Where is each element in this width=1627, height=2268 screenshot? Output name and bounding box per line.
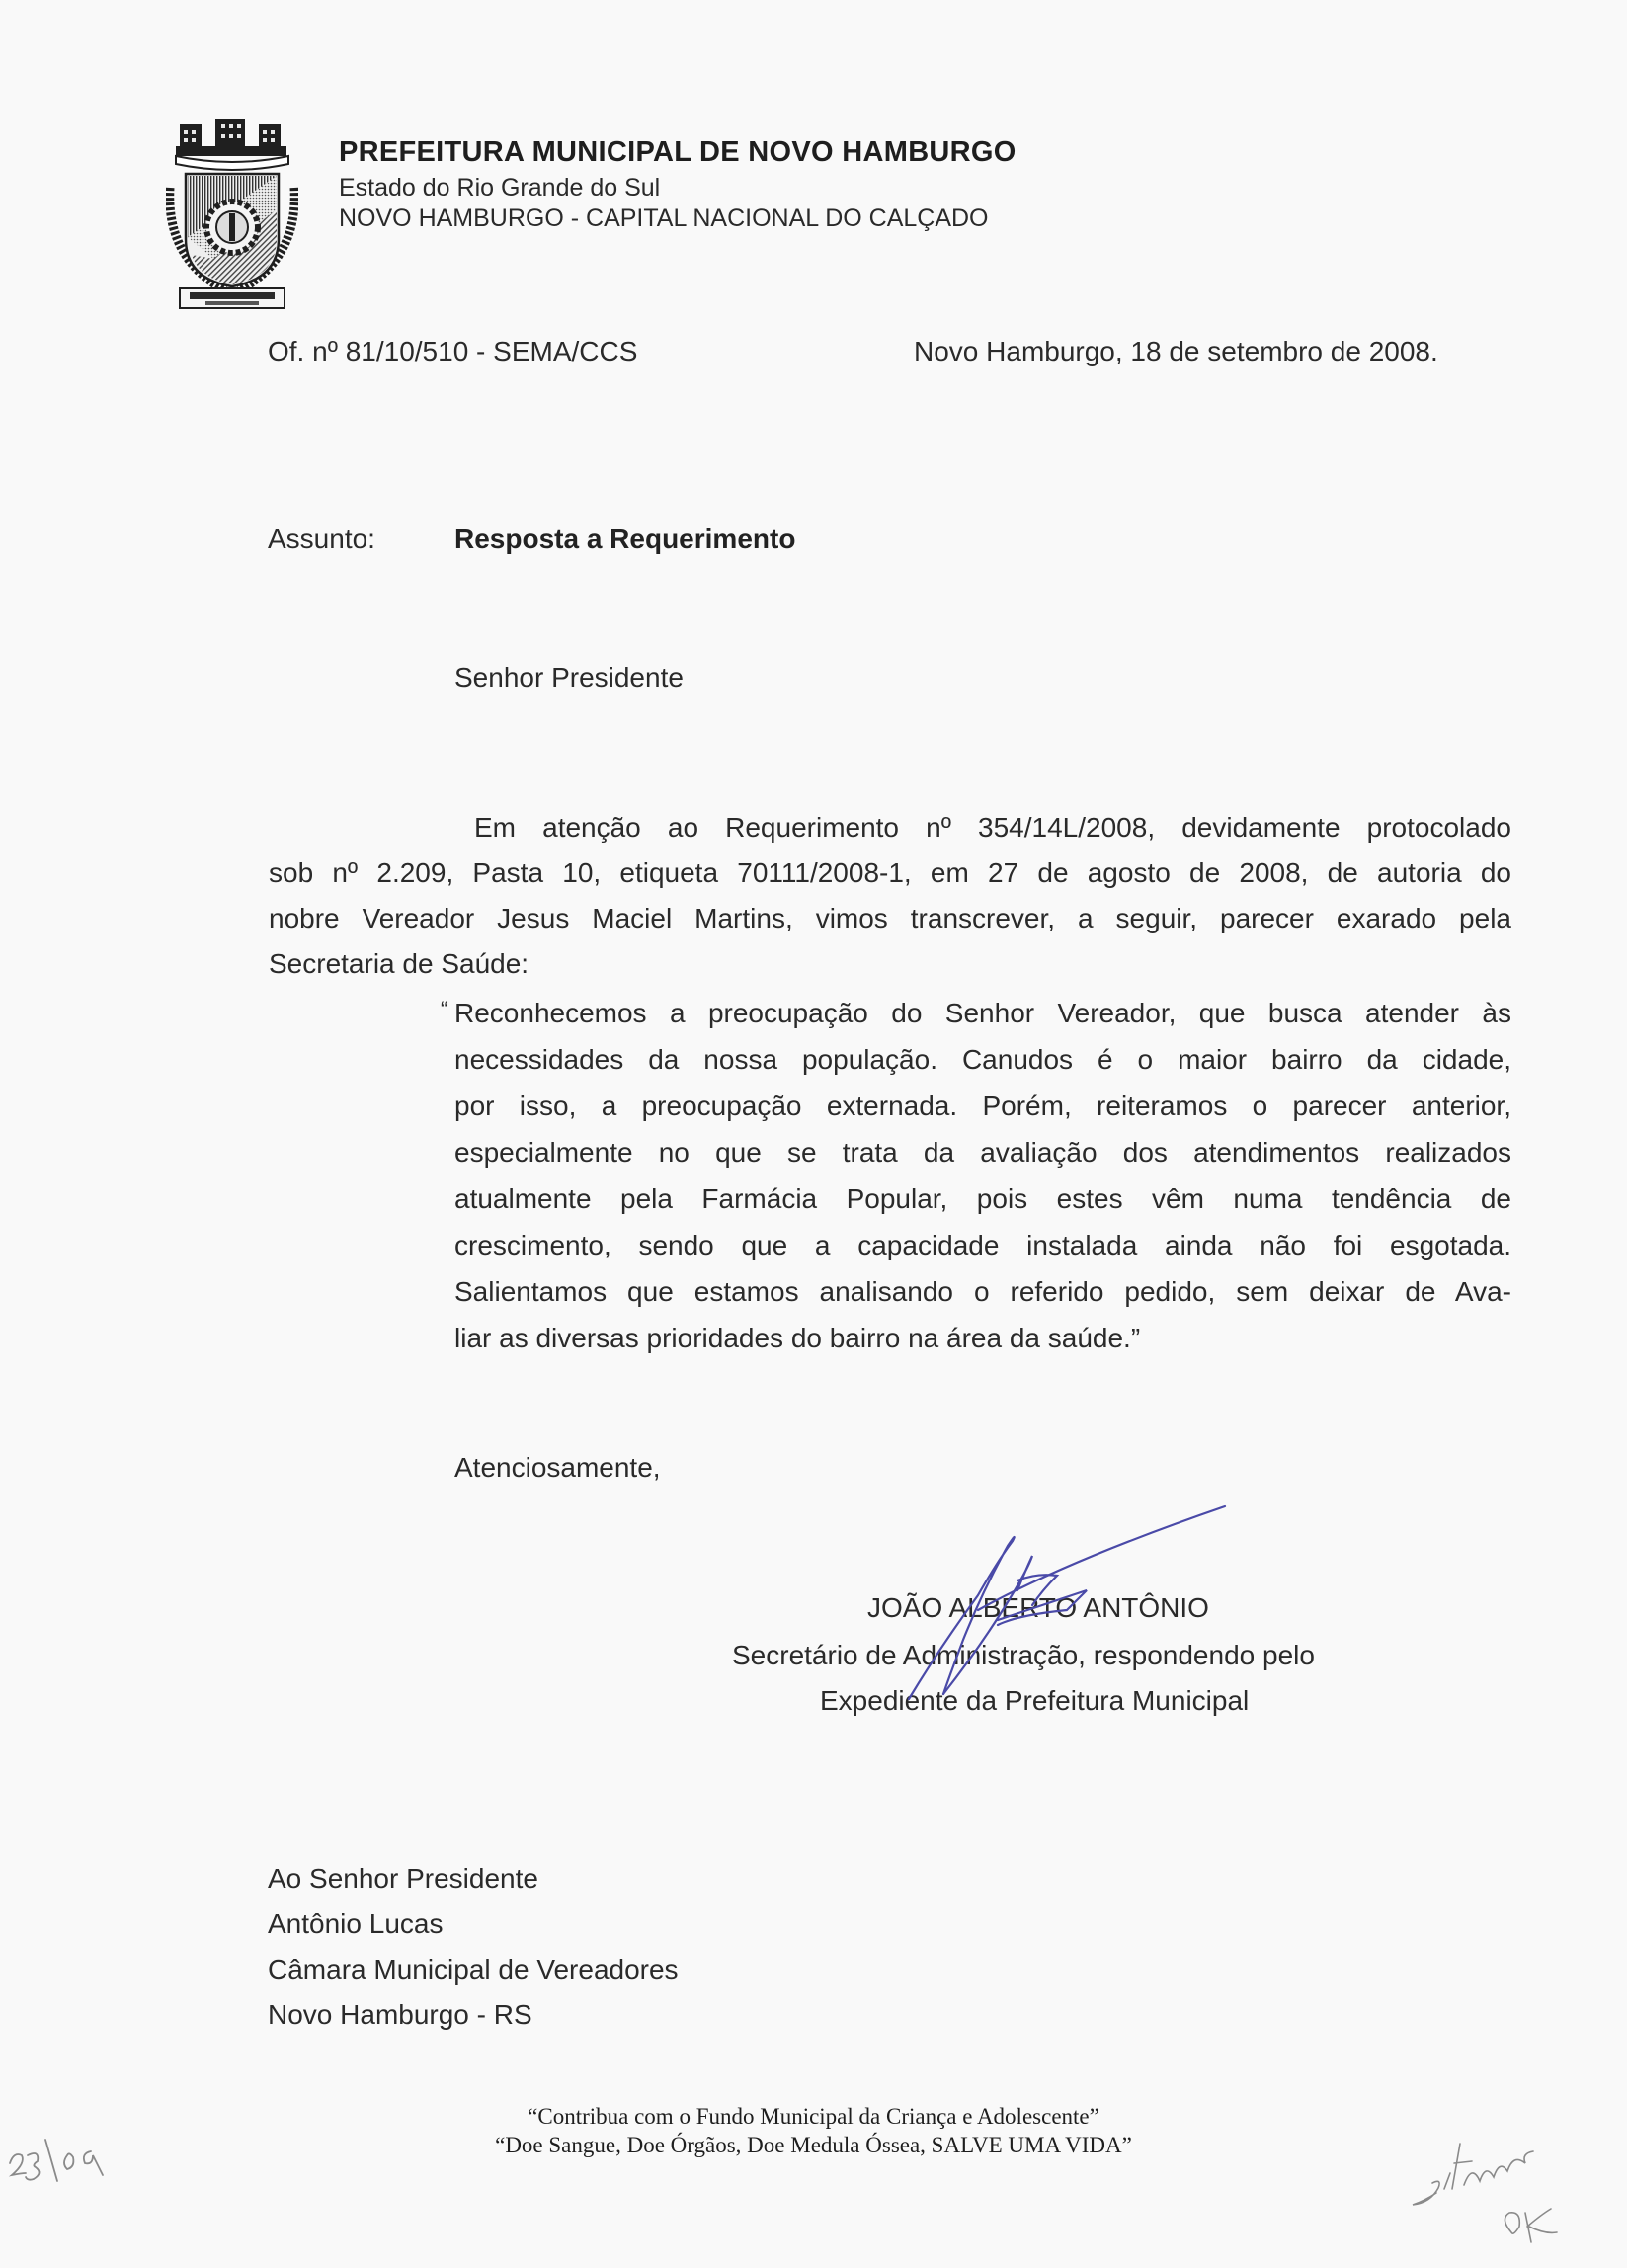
- letter-reference: Of. nº 81/10/510 - SEMA/CCS: [268, 336, 638, 366]
- body-line: nobre Vereador Jesus Maciel Martins, vimos transcrever, a seguir, parecer exarado pela: [269, 903, 1511, 933]
- header-slogan: NOVO HAMBURGO - CAPITAL NACIONAL DO CALÇADO: [339, 204, 989, 232]
- coat-of-arms-logo: [166, 111, 298, 314]
- quoted-opinion: [441, 990, 1511, 1361]
- quote-line: atualmente pela Farmácia Popular, pois estes vêm numa tendência de: [454, 1183, 1511, 1214]
- subject-value: Resposta a Requerimento: [454, 524, 796, 554]
- quote-line: por isso, a preocupação externada. Porém, reiteramos o parecer anterior,: [454, 1091, 1511, 1121]
- subject-label: Assunto:: [268, 524, 375, 554]
- salutation: Senhor Presidente: [454, 662, 684, 692]
- letter-place-date: Novo Hamburgo, 18 de setembro de 2008.: [914, 336, 1438, 366]
- recipient-line: Antônio Lucas: [268, 1908, 444, 1939]
- signatory-role-line1: Secretário de Administração, respondendo pelo: [732, 1640, 1315, 1670]
- coat-of-arms-icon: [166, 111, 298, 314]
- header-title: PREFEITURA MUNICIPAL DE NOVO HAMBURGO: [339, 136, 1017, 168]
- quote-line: Salientamos que estamos analisando o referido pedido, sem deixar de Ava-: [454, 1276, 1511, 1307]
- closing: Atenciosamente,: [454, 1452, 661, 1483]
- quote-line: liar as diversas prioridades do bairro na área da saúde.”: [454, 1323, 1141, 1353]
- recipient-line: Novo Hamburgo - RS: [268, 1999, 532, 2030]
- quote-line: Reconhecemos a preocupação do Senhor Vereador, que busca atender às: [454, 998, 1511, 1028]
- quote-line: crescimento, sendo que a capacidade instalada ainda não foi esgotada.: [454, 1230, 1511, 1260]
- body-paragraph: [269, 805, 1511, 987]
- quote-open-mark: “: [441, 997, 448, 1021]
- body-line: sob nº 2.209, Pasta 10, etiqueta 70111/2008-1, em 27 de agosto de 2008, de autoria do: [269, 857, 1511, 888]
- footer-campaign-line2: “Doe Sangue, Doe Órgãos, Doe Medula Óssea, SALVE UMA VIDA”: [495, 2133, 1132, 2157]
- body-line: Secretaria de Saúde:: [269, 948, 529, 979]
- quote-line: especialmente no que se trata da avaliação dos atendimentos realizados: [454, 1137, 1511, 1168]
- signatory-role-line2: Expediente da Prefeitura Municipal: [820, 1685, 1250, 1716]
- recipient-line: Câmara Municipal de Vereadores: [268, 1954, 679, 1984]
- recipient-line: Ao Senhor Presidente: [268, 1863, 538, 1894]
- quote-line: necessidades da nossa população. Canudos é o maior bairro da cidade,: [454, 1044, 1511, 1075]
- signatory-name: JOÃO ALBERTO ANTÔNIO: [867, 1592, 1209, 1623]
- footer-campaign-line1: “Contribua com o Fundo Municipal da Criança e Adolescente”: [528, 2104, 1099, 2129]
- body-line: Em atenção ao Requerimento nº 354/14L/2008, devidamente protocolado: [474, 812, 1511, 843]
- header-state: Estado do Rio Grande do Sul: [339, 174, 661, 202]
